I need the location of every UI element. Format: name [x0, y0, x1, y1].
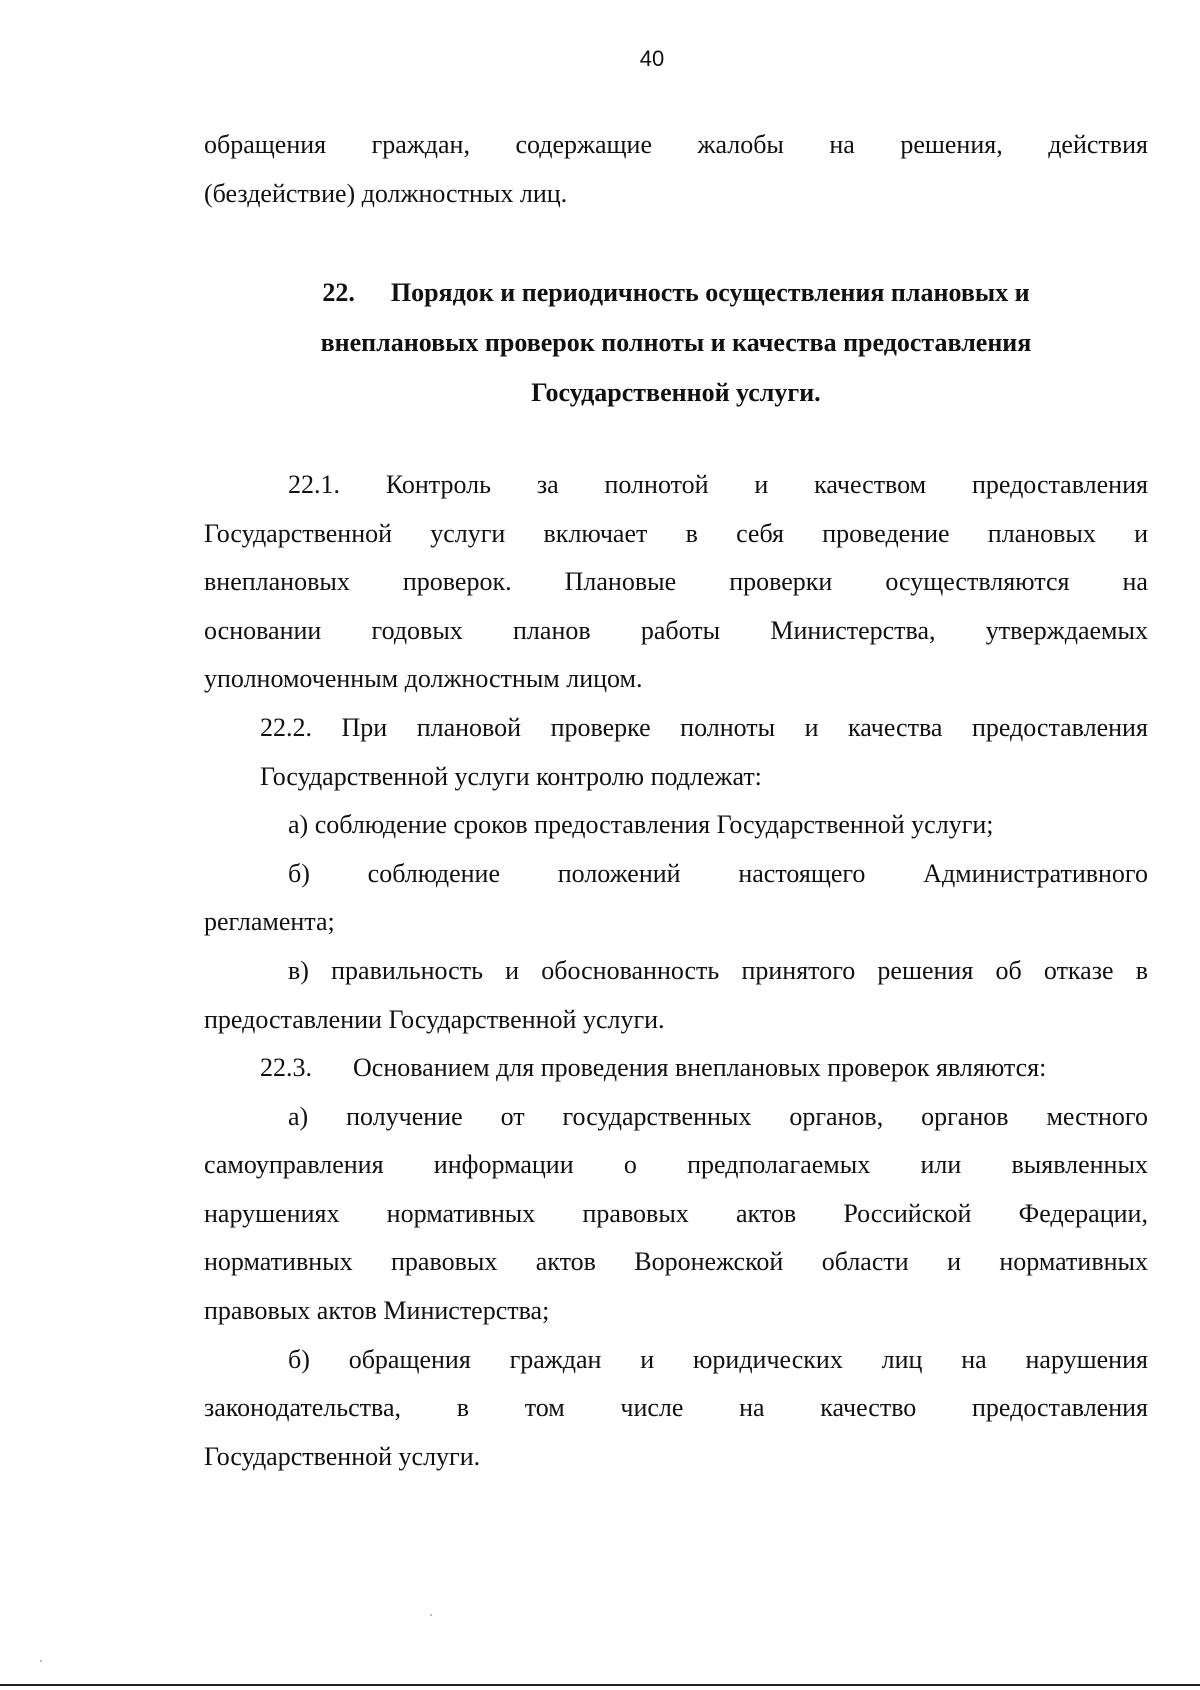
word: основании [204, 615, 322, 645]
p22-3-item-a-line-2 [204, 1141, 1148, 1190]
word: Административного [923, 858, 1148, 888]
p22-2-item-b-line-2: регламента; [204, 907, 335, 937]
word: актов [535, 1247, 596, 1277]
word: предоставления [971, 470, 1148, 499]
word: области [821, 1247, 909, 1277]
section-heading [204, 268, 1148, 418]
word: на [739, 1393, 765, 1423]
word: граждан, [371, 130, 470, 159]
paragraph-22-3 [204, 1044, 1148, 1481]
intro-line-1 [204, 121, 1148, 170]
word: качество [820, 1393, 917, 1423]
word: или [920, 1150, 962, 1180]
word: лиц [881, 1344, 923, 1374]
word: положений [557, 858, 681, 888]
word: действия [1048, 130, 1148, 159]
word: актов [736, 1198, 797, 1228]
word: правовых [582, 1198, 689, 1228]
section-heading-row-1 [204, 268, 1148, 318]
word: государственных [562, 1101, 752, 1131]
p22-2-item-b-line-1 [204, 850, 1148, 899]
paragraph-22-2 [204, 704, 1148, 1044]
word: получение [346, 1101, 463, 1131]
word: обращения [204, 130, 327, 159]
word: качеством [814, 470, 927, 499]
word: плановых [987, 518, 1096, 548]
word: осуществляются [885, 567, 1070, 597]
word: на [1122, 567, 1148, 597]
word: и [640, 1344, 655, 1374]
word: органов [921, 1101, 1009, 1131]
p22-1-line-5: уполномоченным должностным лицом. [204, 664, 643, 694]
p22-2-item-v-line-1: в) правильность и обоснованность принятого решения об отказе в [288, 955, 1148, 985]
word: При [341, 713, 388, 742]
p22-3-line-1 [204, 1044, 1148, 1093]
word: проверки [729, 567, 833, 597]
p22-2-line-2: Государственной услуги контролю подлежат: [260, 761, 762, 791]
p22-1-line-4 [204, 607, 1148, 656]
word: нормативных [999, 1247, 1148, 1277]
word: Российской [843, 1198, 972, 1228]
p22-2-item-v-line-2: предоставлении Государственной услуги. [204, 1004, 665, 1034]
word: Воронежской [634, 1247, 784, 1277]
word: содержащие [515, 130, 652, 159]
word: и [804, 713, 819, 742]
word: проверок. [402, 567, 512, 597]
p22-3-item-a-line-3 [204, 1190, 1148, 1239]
word: утверждаемых [985, 615, 1148, 645]
p22-3-number: 22.3. [260, 1053, 312, 1082]
word: годовых [371, 615, 463, 645]
word: информации [433, 1150, 574, 1180]
paragraph-22-1 [204, 461, 1148, 704]
word: предоставления [972, 1393, 1148, 1423]
word: в [456, 1393, 469, 1423]
word: б) [288, 858, 310, 888]
word: и [947, 1247, 961, 1277]
word: Министерства, [770, 615, 936, 645]
word: жалобы [697, 130, 784, 159]
p22-2-item-a: а) соблюдение сроков предоставления Государственной услуги; [288, 810, 994, 840]
word: от [500, 1101, 525, 1131]
word: себя [736, 518, 784, 548]
word: в [685, 518, 698, 548]
word: качества [848, 713, 943, 742]
word: нормативных [204, 1247, 353, 1277]
word: юридических [692, 1344, 843, 1374]
section-number: 22. [322, 278, 355, 307]
word: решения, [900, 130, 1003, 159]
word: включает [543, 518, 648, 548]
word: и [1134, 518, 1148, 548]
word: 22.1. [288, 470, 340, 499]
word: нарушениях [204, 1198, 340, 1228]
word: правовых [391, 1247, 498, 1277]
word: нормативных [386, 1198, 536, 1228]
word: предполагаемых [687, 1150, 871, 1180]
word: настоящего [738, 858, 866, 888]
word: внеплановых [204, 567, 350, 597]
word: полнотой [604, 470, 709, 499]
word: выявленных [1011, 1150, 1148, 1180]
word: том [524, 1393, 565, 1423]
word: услуги [430, 518, 506, 548]
word: проверке [550, 713, 651, 742]
intro-paragraph [204, 121, 1148, 218]
word: Плановые [564, 567, 677, 597]
word: обращения [348, 1344, 471, 1374]
p22-3-item-b-line-2 [204, 1384, 1148, 1433]
word: законодательства, [204, 1393, 401, 1423]
word: Государственной [204, 518, 393, 548]
p22-3-text: Основанием для проведения внеплановых проверок являются: [353, 1053, 1047, 1082]
section-title-line-1: Порядок и периодичность осуществления плановых и [390, 278, 1030, 307]
scan-speck [430, 1614, 432, 1616]
word: полноты [680, 713, 776, 742]
word: 22.2. [260, 713, 312, 742]
word: граждан [509, 1344, 602, 1374]
page-number: 40 [639, 46, 665, 71]
p22-3-item-a-line-4 [204, 1238, 1148, 1287]
section-title-line-3: Государственной услуги. [531, 378, 821, 407]
p22-3-item-b-line-1 [204, 1336, 1148, 1385]
p22-3-item-b-line-3: Государственной услуги. [204, 1441, 481, 1471]
word: самоуправления [204, 1150, 384, 1180]
word: проведение [822, 518, 950, 548]
p22-2-line-1 [204, 704, 1148, 753]
scan-speck [40, 1660, 42, 1662]
word: Контроль [385, 470, 491, 499]
intro-line-2: (бездействие) должностных лиц. [204, 178, 568, 208]
word: Федерации, [1018, 1198, 1148, 1228]
word: работы [640, 615, 721, 645]
word: и [754, 470, 769, 499]
word: б) [288, 1344, 310, 1374]
word: соблюдение [367, 858, 500, 888]
p22-3-item-a-line-5: правовых актов Министерства; [204, 1295, 550, 1325]
word: плановой [416, 713, 522, 742]
p22-3-item-a-line-1 [204, 1093, 1148, 1142]
word: на [961, 1344, 987, 1374]
word: а) [288, 1101, 309, 1131]
word: предоставления [971, 713, 1148, 742]
section-title-line-2: внеплановых проверок полноты и качества предоставления [320, 328, 1032, 357]
word: числе [620, 1393, 684, 1423]
word: нарушения [1025, 1344, 1148, 1374]
word: на [829, 130, 855, 159]
p22-1-line-3 [204, 558, 1148, 607]
word: местного [1046, 1101, 1148, 1131]
word: планов [513, 615, 591, 645]
p22-1-line-2 [204, 510, 1148, 559]
p22-1-line-1 [204, 461, 1148, 510]
word: органов, [789, 1101, 884, 1131]
word: о [623, 1150, 637, 1180]
scan-bottom-edge [0, 1684, 1200, 1686]
word: за [536, 470, 559, 499]
